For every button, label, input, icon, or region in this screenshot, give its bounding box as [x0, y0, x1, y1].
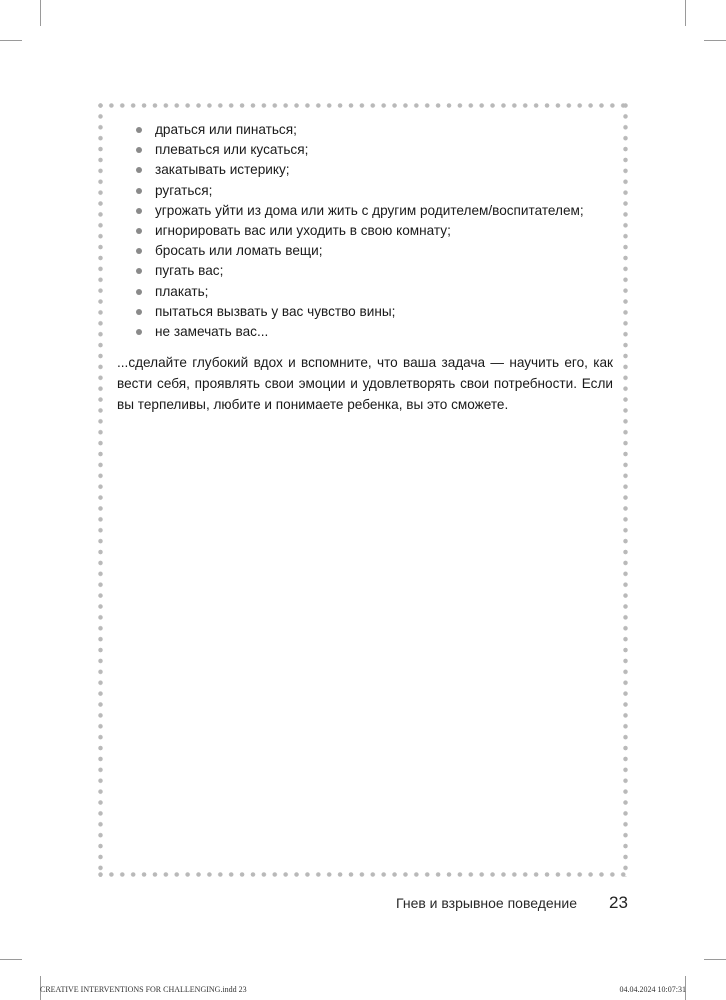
list-item-text: пугать вас; [155, 263, 224, 279]
list-item [117, 241, 613, 261]
bullet-icon [136, 127, 142, 133]
bullet-icon [136, 268, 142, 274]
dotted-border-top [98, 103, 628, 108]
list-item [117, 160, 613, 180]
list-item [117, 181, 613, 201]
crop-mark-right-top [704, 40, 726, 41]
crop-mark-top-left [40, 0, 41, 26]
closing-paragraph: ...сделайте глубокий вдох и вспомните, что ваша задача — научить его, как вести себя, проявлять свои эмоции и удовлетворять свои потребности. Если вы терпеливы, любите и понимаете ребенка, вы это сможете. [117, 355, 613, 413]
bullet-icon [136, 309, 142, 315]
list-item [117, 261, 613, 281]
crop-mark-left-bottom [0, 959, 22, 960]
bullet-icon [136, 147, 142, 153]
list-item-text: игнорировать вас или уходить в свою комнату; [155, 223, 451, 239]
list-item [117, 221, 613, 241]
dotted-border-right [623, 103, 628, 877]
list-item-text: пытаться вызвать у вас чувство вины; [155, 303, 396, 319]
page-number: 23 [609, 893, 628, 912]
dotted-border-bottom [98, 872, 628, 877]
list-item-text: бросать или ломать вещи; [155, 243, 323, 259]
list-item [117, 302, 613, 322]
bullet-icon [136, 228, 142, 234]
list-item [117, 140, 613, 160]
bullet-icon [136, 188, 142, 194]
bullet-icon [136, 248, 142, 254]
list-item-text: плакать; [155, 283, 209, 299]
list-item [117, 322, 613, 342]
bullet-icon [136, 167, 142, 173]
list-item [117, 282, 613, 302]
crop-mark-top-right [685, 0, 686, 26]
crop-mark-right-bottom [704, 959, 726, 960]
list-item-text: угрожать уйти из дома или жить с другим родителем/воспитателем; [155, 202, 584, 218]
bullet-icon [136, 289, 142, 295]
boxed-content [117, 120, 613, 415]
list-item-text: не замечать вас... [155, 324, 269, 340]
dotted-border-left [98, 103, 103, 877]
running-title: Гнев и взрывное поведение [396, 895, 577, 911]
behavior-list [117, 120, 613, 342]
list-item [117, 201, 613, 221]
bullet-icon [136, 208, 142, 214]
list-item-text: драться или пинаться; [155, 122, 297, 137]
slug-file-name: CREATIVE INTERVENTIONS FOR CHALLENGING.indd 23 [40, 985, 247, 994]
crop-mark-left-top [0, 40, 22, 41]
list-item [117, 120, 613, 140]
list-item-text: ругаться; [155, 182, 213, 198]
list-item-text: плеваться или кусаться; [155, 142, 309, 158]
slug-date-time: 04.04.2024 10:07:31 [619, 985, 686, 994]
bullet-icon [136, 329, 142, 335]
list-item-text: закатывать истерику; [155, 162, 290, 178]
